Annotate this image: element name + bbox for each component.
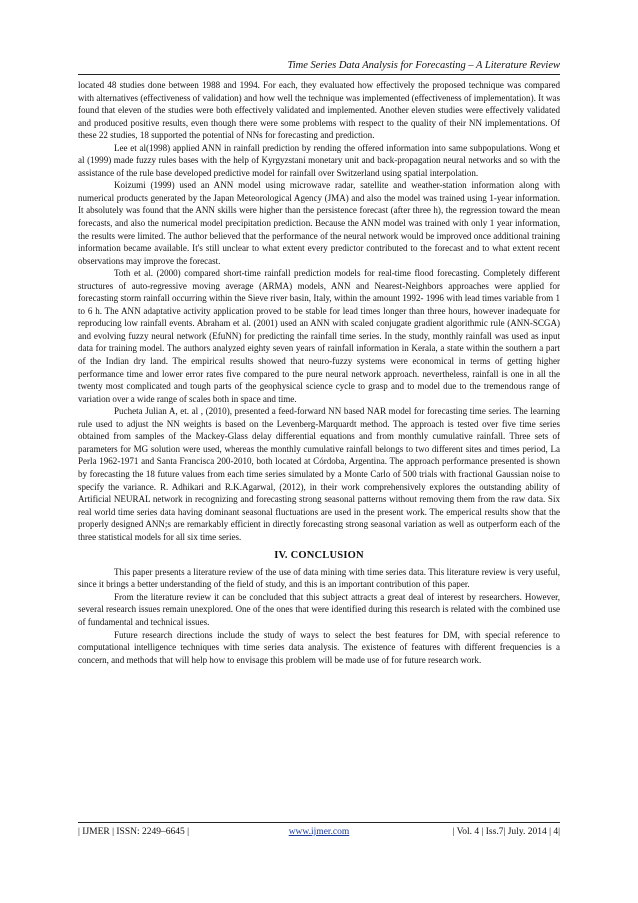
header-rule [78, 74, 560, 75]
body-paragraph: Toth et al. (2000) compared short-time rainfall prediction models for real-time flood forecasting. Completely different structures of auto-regressive moving average (ARMA) models, ANN and Nearest-Neighbors approaches were applied for forecasting storm rainfall occurring within the Sieve river basin, Italy, within the amount 1992- 1996 with lead times variable from 1 to 6 h. The ANN adaptative activity application proved to be stable for lead times longer than three hours, however inadequate for reproducing low rainfall events. Abraham et al. (2001) used an ANN with scaled conjugate gradient algorithmic rule (ANN-SCGA) and evolving fuzzy neural network (EfuNN) for predicting the rainfall time series. In the study, monthly rainfall was used as input data for training model. The authors analyzed eighty seven years of rainfall information in Kerala, a state within the southern a part of the Indian dry land. The empirical results showed that neuro-fuzzy systems were economical in terms of getting higher performance time and lower error rates five compared to the pure neural network approach. nevertheless, rainfall is one in all the twenty most complicated and tough parts of the geophysical science cycle to grasp and to model due to the tremendous range of variation over a wide range of scales both in space and time. [78, 268, 560, 404]
footer-journal-issn: | IJMER | ISSN: 2249–6645 | [78, 827, 190, 837]
footer-website-link[interactable]: www.ijmer.com [288, 827, 350, 837]
body-paragraph: Pucheta Julian A, et. al , (2010), presented a feed-forward NN based NAR model for forecasting time series. The learning rule used to adjust the NN weights is based on the Levenberg-Marquardt method. The approach is tested over five time series obtained from samples of the Mackey-Glass delay differential equations and from monthly cumulative rainfall. Three sets of parameters for MG solution were used, whereas the monthly cumulative rainfall belongs to two different sites and times period, La Perla 1962-1971 and Santa Francisca 200-2010, both located at Córdoba, Argentina. The approach performance presented is shown by forecasting the 18 future values from each time series simulated by a Monte Carlo of 500 trials with fractional Gaussian noise to specify the variance. R. Adhikari and R.K.Agarwal, (2012), in their work comprehensively explores the outstanding ability of Artificial NEURAL network in recognizing and forecasting strong seasonal patterns without removing them from the raw data. Six real world time series data having dominant seasonal fluctuations are used in the present work. The emperical results show that the properly designed ANN;s are remarkably efficient in directly forecasting strong seasonal variation as well as outperform each of the three statistical models for all six time series. [78, 406, 560, 542]
footer-rule [78, 822, 560, 823]
conclusion-paragraph: Future research directions include the study of ways to select the best features for DM, with special reference to computational intelligence techniques with time series data analysis. The existence of features with different frequencies is a concern, and methods that will help how to envisage this problem will be made use of for future research work. [78, 629, 560, 665]
body-paragraph: located 48 studies done between 1988 and 1994. For each, they evaluated how effectively the proposed technique was compared with alternatives (effectiveness of validation) and how well the technique was implemented (effectiveness of implementation). It was found that eleven of the studies were both effectively validated and implemented. Another eleven studies were effectively validated and produced positive results, even though there were some problems with respect to the quality of their NN implementations. Of these 22 studies, 18 supported the potential of NNs for forecasting and prediction. [78, 80, 560, 141]
section-heading-conclusion [78, 550, 560, 563]
conclusion-paragraph: This paper presents a literature review of the use of data mining with time series data. This literature review is very useful, since it brings a better understanding of the field of study, and this is an important contribution of this paper. [78, 566, 560, 590]
conclusion-paragraph: From the literature review it can be concluded that this subject attracts a great deal of interest by researchers. However, several research issues remain unexplored. One of the ones that were identified during this research is related with the combined use of fundamental and technical issues. [78, 591, 560, 627]
body-paragraph: Koizumi (1999) used an ANN model using microwave radar, satellite and weather-station information along with numerical products generated by the Japan Meteorological Agency (JMA) and also the model was trained using 1-year information. It absolutely was found that the ANN skills were higher than the persistence forecast (after three h), the regression toward the mean forecasts, and also the numerical model precipitation prediction. Because the ANN model was trained with only 1 year information, the results were limited. The author believed that the performance of the neural network would be improved once additional training information became available. It's still unclear to what extent every predictor contributed to the forecast and to what extent recent observations may improve the forecast. [78, 180, 560, 266]
footer-volume-page: | Vol. 4 | Iss.7| July. 2014 | 4| [452, 827, 560, 837]
section-number: IV. [274, 550, 288, 562]
article-body [78, 79, 560, 666]
section-title: CONCLUSION [290, 550, 364, 562]
body-paragraph: Lee et al(1998) applied ANN in rainfall prediction by rending the offered information into same subpopulations. Wong et al (1999) made fuzzy rules bases with the help of Kyrgyzstani monetary unit and back-propagation neural networks and so with the assistance of the rule base developed predictive model for rainfall over Switzerland using spatial interpolation. [78, 142, 560, 178]
running-header: Time Series Data Analysis for Forecasting – A Literature Review [287, 60, 560, 71]
